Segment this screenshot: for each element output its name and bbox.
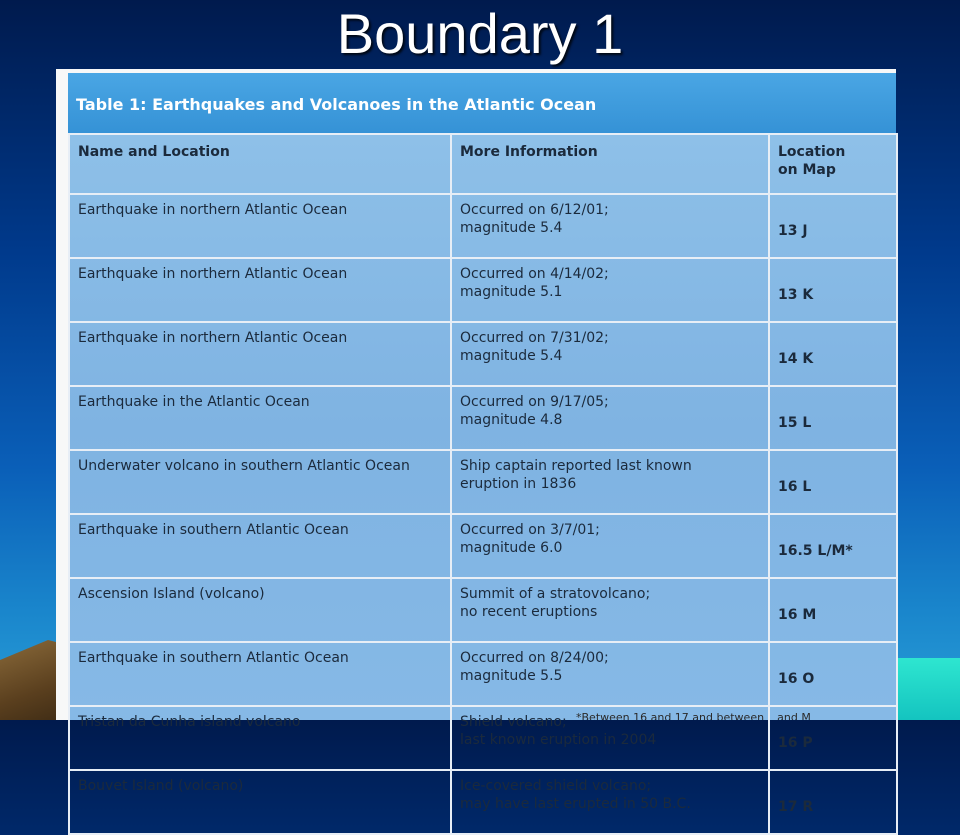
cell-more-information [451,194,769,258]
info-line-1: Occurred on 6/12/01; [460,202,609,218]
info-line-1: Occurred on 8/24/00; [460,650,609,666]
info-line-1: Occurred on 7/31/02; [460,330,609,346]
cell-more-information [451,386,769,450]
cell-more-information [451,642,769,706]
info-line-2: magnitude 5.5 [460,668,563,684]
cell-more-information [451,514,769,578]
cell-location-on-map: 16.5 L/M* [769,514,897,578]
table-title: Table 1: Earthquakes and Volcanoes in the Atlantic Ocean [76,95,597,114]
header-location-on-map: Location on Map [769,134,897,194]
info-line-2: magnitude 5.4 [460,220,563,236]
info-line-1: Ship captain reported last known [460,458,692,474]
cell-location-on-map: 13 J [769,194,897,258]
cell-name-and-location: Earthquake in the Atlantic Ocean [69,386,451,450]
cell-name-and-location: Earthquake in southern Atlantic Ocean [69,642,451,706]
info-line-2: magnitude 5.1 [460,284,563,300]
info-line-1: Summit of a stratovolcano; [460,586,651,602]
cell-name-and-location: Ascension Island (volcano) [69,578,451,642]
info-line-1: Shield volcano; [460,714,567,730]
info-line-2: last known eruption in 2004 [460,732,657,748]
table-row [69,322,897,386]
info-line-2: magnitude 5.4 [460,348,563,364]
cell-location-on-map: 16 L [769,450,897,514]
cell-more-information [451,258,769,322]
cell-location-on-map: 15 L [769,386,897,450]
cell-name-and-location: Bouvet Island (volcano) [69,770,451,834]
cell-location-on-map: 13 K [769,258,897,322]
cell-location-on-map: 16 M [769,578,897,642]
cell-name-and-location: Tristan da Cunha island volcano [69,706,451,770]
header-name-and-location: Name and Location [69,134,451,194]
table-row [69,194,897,258]
table-row [69,706,897,770]
cell-location-on-map: 16 O [769,642,897,706]
earthquake-volcano-table [68,133,898,835]
info-line-2: may have last erupted in 50 B.C. [460,796,691,812]
table-row [69,578,897,642]
table-row [69,770,897,834]
table-row [69,258,897,322]
info-line-2: eruption in 1836 [460,476,577,492]
cell-more-information [451,450,769,514]
table-row [69,386,897,450]
cell-name-and-location: Earthquake in southern Atlantic Ocean [69,514,451,578]
info-line-1: Occurred on 9/17/05; [460,394,609,410]
table-title-bar [68,73,896,133]
cell-more-information [451,322,769,386]
info-line-1: Occurred on 3/7/01; [460,522,600,538]
table-footnote: *Between 16 and 17 and between L and M [576,711,811,720]
info-line-2: no recent eruptions [460,604,598,620]
slide-title: Boundary 1 [336,2,624,65]
table-row [69,514,897,578]
cell-name-and-location: Earthquake in northern Atlantic Ocean [69,258,451,322]
cell-more-information [451,770,769,834]
table-header-row [69,134,897,194]
header-more-information: More Information [451,134,769,194]
info-line-1: Occurred on 4/14/02; [460,266,609,282]
sea-decoration [896,658,960,720]
info-line-2: magnitude 6.0 [460,540,563,556]
cell-name-and-location: Earthquake in northern Atlantic Ocean [69,322,451,386]
cell-location-on-map: 16 P [769,706,897,770]
info-line-1: Ice-covered shield volcano; [460,778,652,794]
cell-location-on-map: 17 R [769,770,897,834]
cell-name-and-location: Earthquake in northern Atlantic Ocean [69,194,451,258]
table-row [69,450,897,514]
info-line-2: magnitude 4.8 [460,412,563,428]
cell-name-and-location: Underwater volcano in southern Atlantic Ocean [69,450,451,514]
cell-more-information [451,706,769,770]
cell-location-on-map: 14 K [769,322,897,386]
table-row [69,642,897,706]
cell-more-information [451,578,769,642]
